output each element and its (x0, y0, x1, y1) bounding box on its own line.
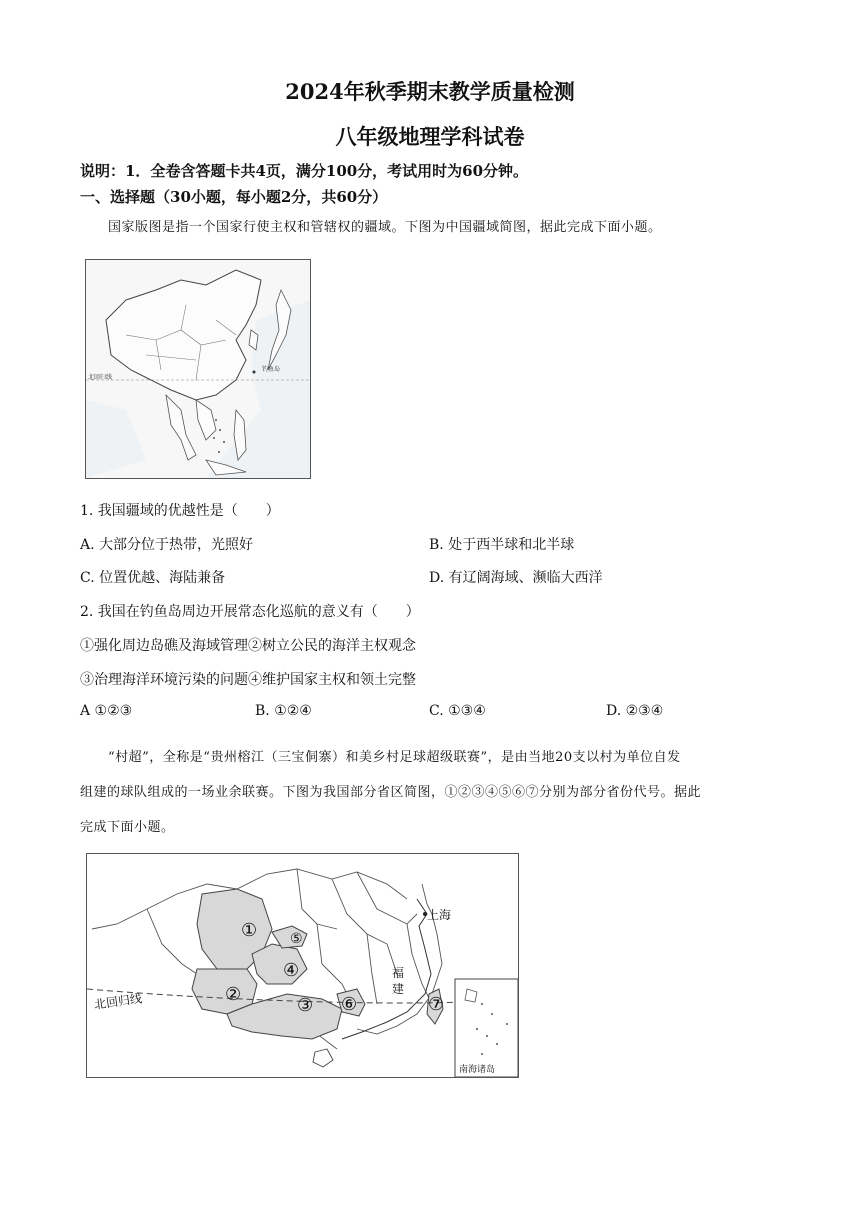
question-2-option-a: A ①②③ (80, 703, 133, 719)
page-subtitle: 八年级地理学科试卷 (335, 124, 525, 149)
map2-marker-6: ⑥ (341, 994, 358, 1015)
passage-1: 国家版图是指一个国家行使主权和管辖权的疆域。下图为中国疆域简图，据此完成下面小题。 (108, 220, 662, 235)
passage-2-line-3: 完成下面小题。 (80, 820, 175, 835)
question-2-option-d: D. ②③④ (606, 703, 664, 719)
map2-tropic-label: 北回归线 (93, 991, 143, 1012)
map2-nanhai-label: 南海诸岛 (459, 1065, 496, 1075)
map2-marker-4: ④ (283, 960, 300, 981)
question-1-option-d: D. 有辽阔海域、濒临大西洋 (429, 570, 603, 586)
question-1-option-c: C. 位置优越、海陆兼备 (80, 570, 226, 586)
section-heading: 一、选择题（30小题，每小题2分，共60分） (80, 188, 388, 206)
question-2-statements-2: ③治理海洋环境污染的问题④维护国家主权和领土完整 (80, 672, 416, 688)
map2-shanghai-label: 上海 (427, 908, 452, 922)
instructions: 说明：1．全卷含答题卡共4页，满分100分，考试用时为60分钟。 (80, 162, 529, 180)
page-title: 2024年秋季期末教学质量检测 (285, 79, 575, 104)
question-1-option-b: B. 处于西半球和北半球 (429, 537, 575, 553)
question-1-option-a: A. 大部分位于热带，光照好 (80, 537, 254, 553)
map2-fujian-label-2: 建 (392, 982, 405, 996)
provinces-map (86, 853, 519, 1078)
passage-2-line-2: 组建的球队组成的一场业余联赛。下图为我国部分省区简图，①②③④⑤⑥⑦分别为部分省份代号。据此 (80, 785, 702, 800)
map2-marker-1: ① (241, 920, 258, 941)
map2-marker-3: ③ (297, 995, 314, 1016)
map1-diaoyu-label: 钓鱼岛 (262, 366, 281, 373)
question-2-statements-1: ①强化周边岛礁及海域管理②树立公民的海洋主权观念 (80, 638, 416, 654)
provinces-map-graphic (87, 854, 518, 1077)
map2-fujian-label-1: 福 (392, 966, 405, 980)
passage-2-line-1: “村超”，全称是“贵州榕江（三宝侗寨）和美乡村足球超级联赛”，是由当地20支以村为单位自发 (108, 750, 681, 765)
china-territory-map (85, 259, 311, 479)
map2-marker-2: ② (225, 984, 242, 1005)
question-2-option-c: C. ①③④ (429, 703, 486, 719)
map2-marker-7: ⑦ (428, 994, 445, 1015)
question-2-option-b: B. ①②④ (255, 703, 312, 719)
question-2-stem: 2. 我国在钓鱼岛周边开展常态化巡航的意义有（ ） (80, 604, 420, 620)
map1-tropic-label: 北回归线 (88, 374, 113, 381)
map2-marker-5: ⑤ (290, 931, 303, 947)
question-1-stem: 1. 我国疆域的优越性是（ ） (80, 503, 280, 519)
